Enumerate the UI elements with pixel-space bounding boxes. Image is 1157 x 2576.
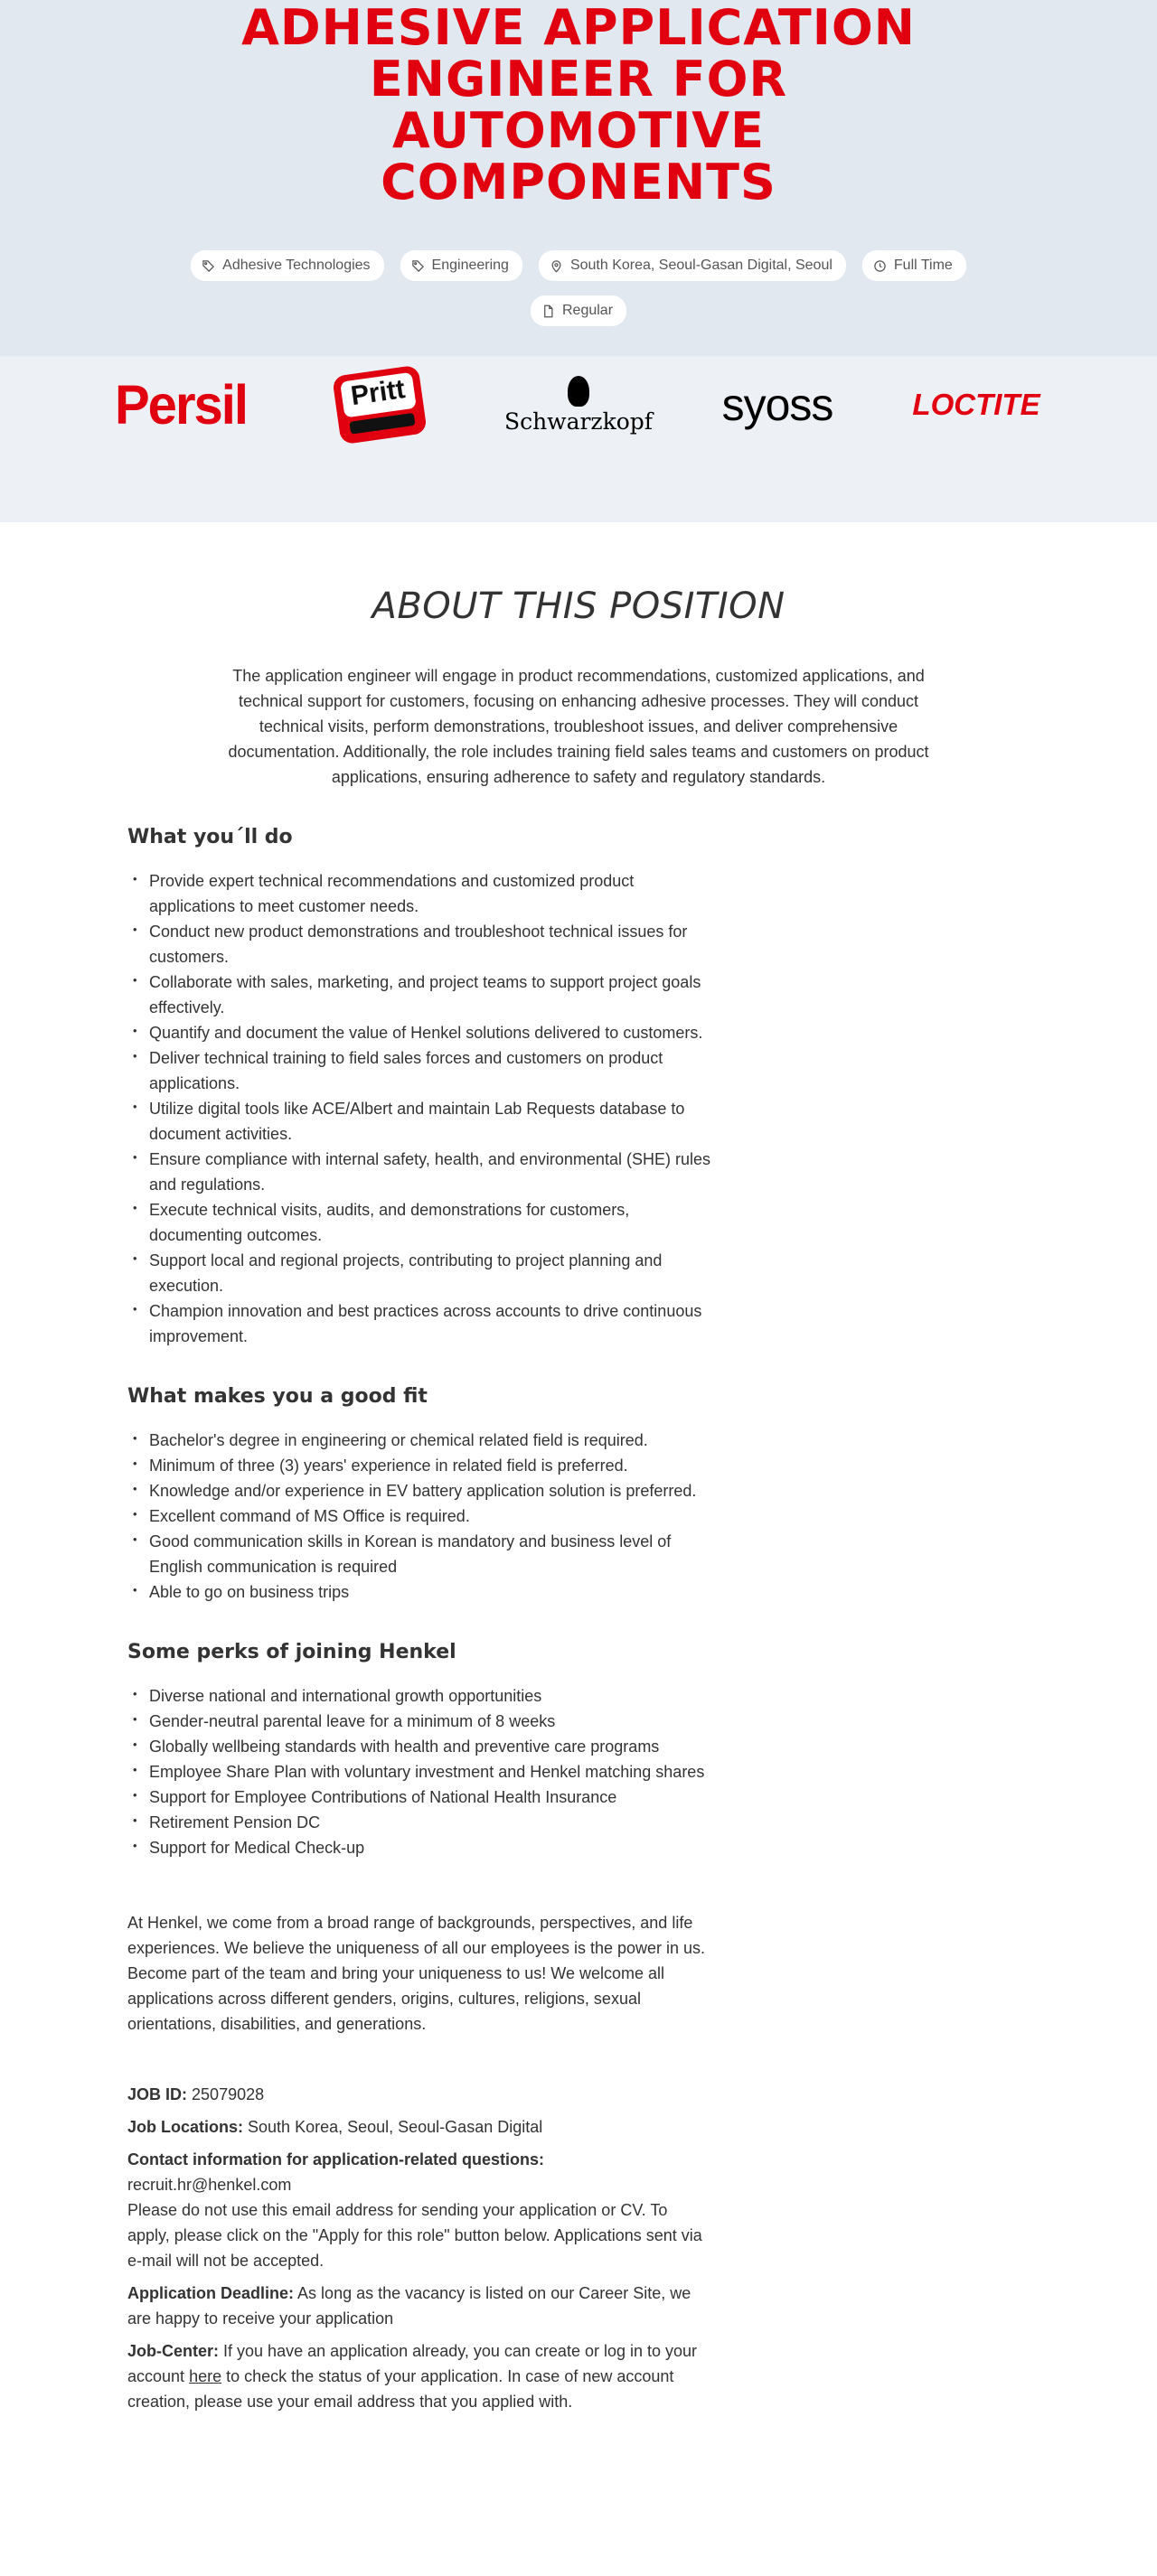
responsibilities-list [127,868,710,1349]
about-intro: The application engineer will engage in product recommendations, customized applications, and technical support for customers, focusing on enhancing adhesive processes. They will conduct technical visits, perform demonstrations, troubleshoot issues, and deliver comprehensive documentation. Additionally, the role includes training field sales teams and customers on product applications, ensuring adherence to safety and regulatory standards. [228,667,929,786]
list-item: • Support for Medical Check-up [127,1835,710,1860]
list-item: • Collaborate with sales, marketing, and project teams to support project goals effectively. [127,970,710,1020]
list-item: • Gender-neutral parental leave for a minimum of 8 weeks [127,1709,710,1734]
persil-logo[interactable] [108,365,253,445]
contact-email: recruit.hr@henkel.com [127,2176,292,2194]
syoss-logo-text: syoss [721,379,833,430]
section-heading-good-fit: What makes you a good fit [127,1385,428,1408]
perks-list [127,1683,710,1860]
tag-adhesive-technologies[interactable] [191,250,383,281]
job-id-value: 25079028 [192,2085,265,2103]
list-item: • Employee Share Plan with voluntary investment and Henkel matching shares [127,1759,710,1784]
job-title-line: AUTOMOTIVE [392,102,765,159]
persil-logo-text: Persil [115,373,247,436]
list-item: • Utilize digital tools like ACE/Albert and maintain Lab Requests database to document activities. [127,1096,710,1147]
list-item: • Minimum of three (3) years' experience in related field is preferred. [127,1453,710,1478]
job-description [0,585,1157,2414]
tag-engineering[interactable] [400,250,522,281]
job-id-label: JOB ID: [127,2085,188,2103]
brand-strip [0,356,1157,522]
section-heading-what-youll-do: What you´ll do [127,826,293,848]
schwarzkopf-logo[interactable] [503,365,654,445]
job-id [127,2082,710,2107]
tag-label: Full Time [893,258,953,273]
schwarzkopf-logo-text: Schwarzkopf [503,407,654,435]
tag-icon [411,259,425,273]
clock-icon [873,259,887,273]
list-item: • Support for Employee Contributions of National Health Insurance [127,1784,710,1810]
application-deadline [127,2281,710,2331]
list-item: • Quantify and document the value of Henkel solutions delivered to customers. [127,1020,710,1045]
deadline-label: Application Deadline: [127,2284,295,2302]
list-item: • Support local and regional projects, contributing to project planning and execution. [127,1248,710,1298]
job-locations-label: Job Locations: [127,2118,244,2136]
loctite-logo-text: LOCTITE [912,388,1040,421]
list-item: • Provide expert technical recommendations and customized product applications to meet customer needs. [127,868,710,919]
jobcenter-text-before: If you have an application already, you can create or log in to your account [127,2342,698,2385]
job-title [172,0,985,211]
list-item: • Bachelor's degree in engineering or chemical related field is required. [127,1428,710,1453]
tag-full-time[interactable] [862,250,966,281]
job-title-line: COMPONENTS [381,154,776,211]
pritt-logo-shape [332,365,428,445]
jobcenter-here-link[interactable]: here [189,2367,222,2385]
jobcenter-text-after: to check the status of your application. In case of new account creation, please use your email address that you applied with. [127,2367,674,2411]
deadline-value: As long as the vacancy is listed on our Career Site, we are happy to receive your application [127,2284,691,2328]
list-item: • Conduct new product demonstrations and troubleshoot technical issues for customers. [127,919,710,970]
tag-icon [202,259,215,273]
tag-label: Engineering [431,258,509,273]
contact-note: Please do not use this email address for sending your application or CV. To apply, please click on the "Apply for this role" button below. Applications sent via e-mail will not be accepted. [127,2201,702,2270]
hero-banner [0,0,1157,356]
jobcenter-label: Job-Center: [127,2342,220,2360]
schwarzkopf-head-icon [568,376,589,407]
list-item: • Retirement Pension DC [127,1810,710,1835]
requirements-list [127,1428,710,1605]
list-item: • Champion innovation and best practices across accounts to drive continuous improvement. [127,1298,710,1349]
list-item: • Ensure compliance with internal safety, health, and environmental (SHE) rules and regulations. [127,1147,710,1197]
job-title-line: ENGINEER FOR [369,51,788,108]
brand-logos [81,365,1076,445]
pritt-logo[interactable] [307,365,452,445]
job-meta [127,2082,710,2414]
list-item: • Diverse national and international growth opportunities [127,1683,710,1709]
list-item: • Able to go on business trips [127,1579,710,1605]
list-item: • Excellent command of MS Office is required. [127,1503,710,1529]
job-details [127,826,710,2414]
job-center [127,2338,710,2414]
tag-label: Regular [561,303,614,318]
document-icon [541,304,555,318]
section-heading-perks: Some perks of joining Henkel [127,1641,456,1663]
tag-label: Adhesive Technologies [222,258,371,273]
tag-label: South Korea, Seoul-Gasan Digital, Seoul [569,258,832,273]
list-item: • Deliver technical training to field sales forces and customers on product applications. [127,1045,710,1096]
contact-info [127,2147,710,2273]
list-item: • Knowledge and/or experience in EV battery application solution is preferred. [127,1478,710,1503]
list-item: • Good communication skills in Korean is mandatory and business level of English communication is required [127,1529,710,1579]
contact-label: Contact information for application-related questions: [127,2150,545,2169]
diversity-statement: At Henkel, we come from a broad range of backgrounds, perspectives, and life experiences. We believe the uniqueness of all our employees is the power in us. Become part of the team and bring your uniqueness to us! We welcome all applications across different genders, origins, cultures, religions, sexual orientations, disabilities, and generations. [127,1914,706,2033]
job-locations-value: South Korea, Seoul, Seoul-Gasan Digital [248,2118,543,2136]
location-pin-icon [550,259,563,273]
job-tags [145,250,1012,326]
loctite-logo[interactable] [904,365,1049,445]
tag-regular[interactable] [531,295,626,326]
syoss-logo[interactable] [705,365,850,445]
pritt-logo-text: Pritt [349,374,408,412]
list-item: • Execute technical visits, audits, and demonstrations for customers, documenting outcomes. [127,1197,710,1248]
about-title: ABOUT THIS POSITION [372,585,785,627]
job-locations [127,2114,710,2140]
list-item: • Globally wellbeing standards with health and preventive care programs [127,1734,710,1759]
job-title-line: ADHESIVE APPLICATION [241,0,916,56]
tag-location[interactable] [539,250,846,281]
